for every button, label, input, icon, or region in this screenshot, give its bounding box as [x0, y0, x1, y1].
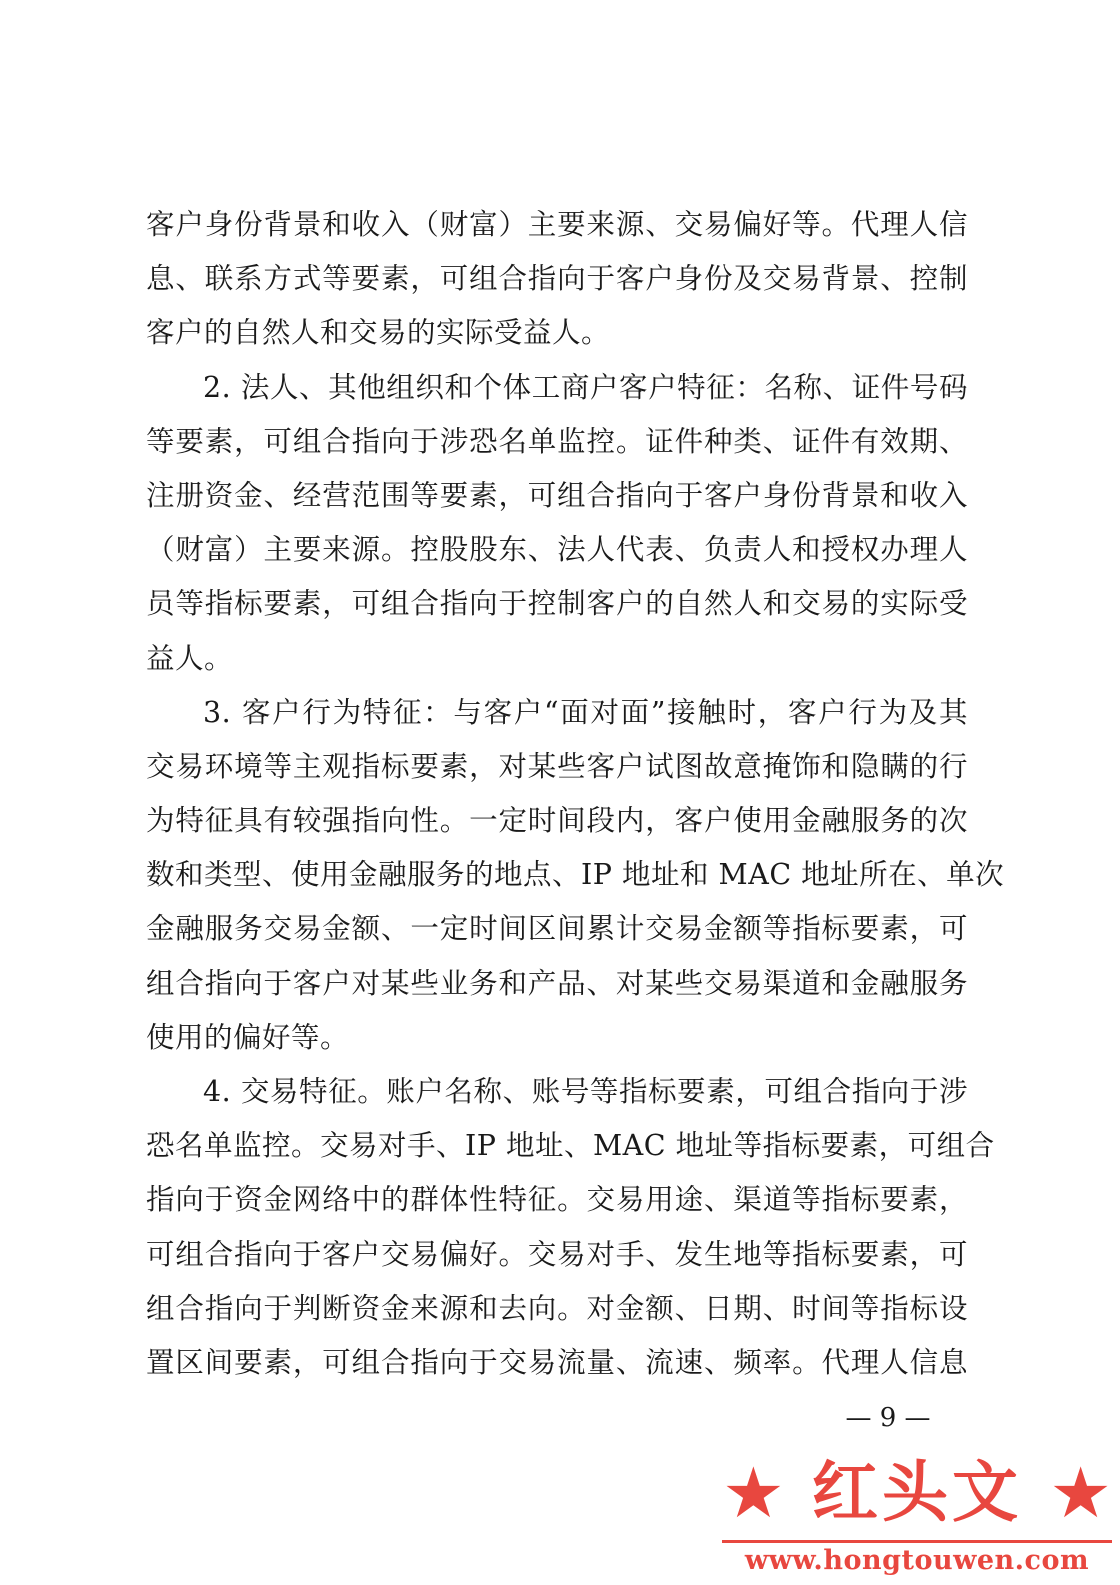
text-line: 组合指向于客户对某些业务和产品、对某些交易渠道和金融服务	[146, 966, 968, 1000]
text-line: 客户身份背景和收入（财富）主要来源、交易偏好等。代理人信	[146, 208, 968, 241]
text-line: 恐名单监控。交易对手、IP 地址、MAC 地址等指标要素，可组合	[146, 1129, 995, 1163]
text-line: 可组合指向于客户交易偏好。交易对手、发生地等指标要素，可	[146, 1237, 968, 1271]
watermark-title: 红头文	[812, 1454, 1022, 1531]
body-text	[146, 198, 1005, 1390]
text-line: （财富）主要来源。控股股东、法人代表、负责人和授权办理人	[146, 533, 968, 567]
watermark-header	[722, 1448, 1112, 1538]
text-line: 数和类型、使用金融服务的地点、IP 地址和 MAC 地址所在、单次	[146, 858, 1005, 892]
watermark-logo	[722, 1448, 1112, 1578]
text-line: 注册资金、经营范围等要素，可组合指向于客户身份背景和收入	[146, 478, 968, 512]
page-number: — 9 —	[845, 1403, 931, 1433]
text-line: 2. 法人、其他组织和个体工商户客户特征：名称、证件号码	[203, 370, 968, 404]
text-line: 使用的偏好等。	[146, 1020, 350, 1054]
text-line: 置区间要素，可组合指向于交易流量、流速、频率。代理人信息	[146, 1345, 968, 1379]
text-line: 交易环境等主观指标要素，对某些客户试图故意掩饰和隐瞒的行	[146, 749, 968, 783]
text-line: 3. 客户行为特征：与客户“面对面”接触时，客户行为及其	[203, 695, 968, 729]
text-line: 为特征具有较强指向性。一定时间段内，客户使用金融服务的次	[146, 804, 968, 838]
text-line: 指向于资金网络中的群体性特征。交易用途、渠道等指标要素，	[146, 1183, 968, 1217]
text-line: 等要素，可组合指向于涉恐名单监控。证件种类、证件有效期、	[146, 424, 968, 458]
text-line: 组合指向于判断资金来源和去向。对金额、日期、时间等指标设	[146, 1291, 968, 1325]
star-icon: ★	[1049, 1452, 1112, 1534]
text-line: 息、联系方式等要素，可组合指向于客户身份及交易背景、控制	[146, 262, 968, 296]
watermark-divider	[722, 1540, 1112, 1543]
text-line: 员等指标要素，可组合指向于控制客户的自然人和交易的实际受	[146, 587, 968, 621]
star-icon: ★	[722, 1452, 785, 1534]
text-line: 金融服务交易金额、一定时间区间累计交易金额等指标要素，可	[146, 912, 968, 946]
watermark-url: www.hongtouwen.com	[744, 1545, 1090, 1576]
text-line: 益人。	[146, 641, 234, 675]
text-line: 4. 交易特征。账户名称、账号等指标要素，可组合指向于涉	[203, 1075, 968, 1108]
text-line: 客户的自然人和交易的实际受益人。	[146, 316, 611, 350]
